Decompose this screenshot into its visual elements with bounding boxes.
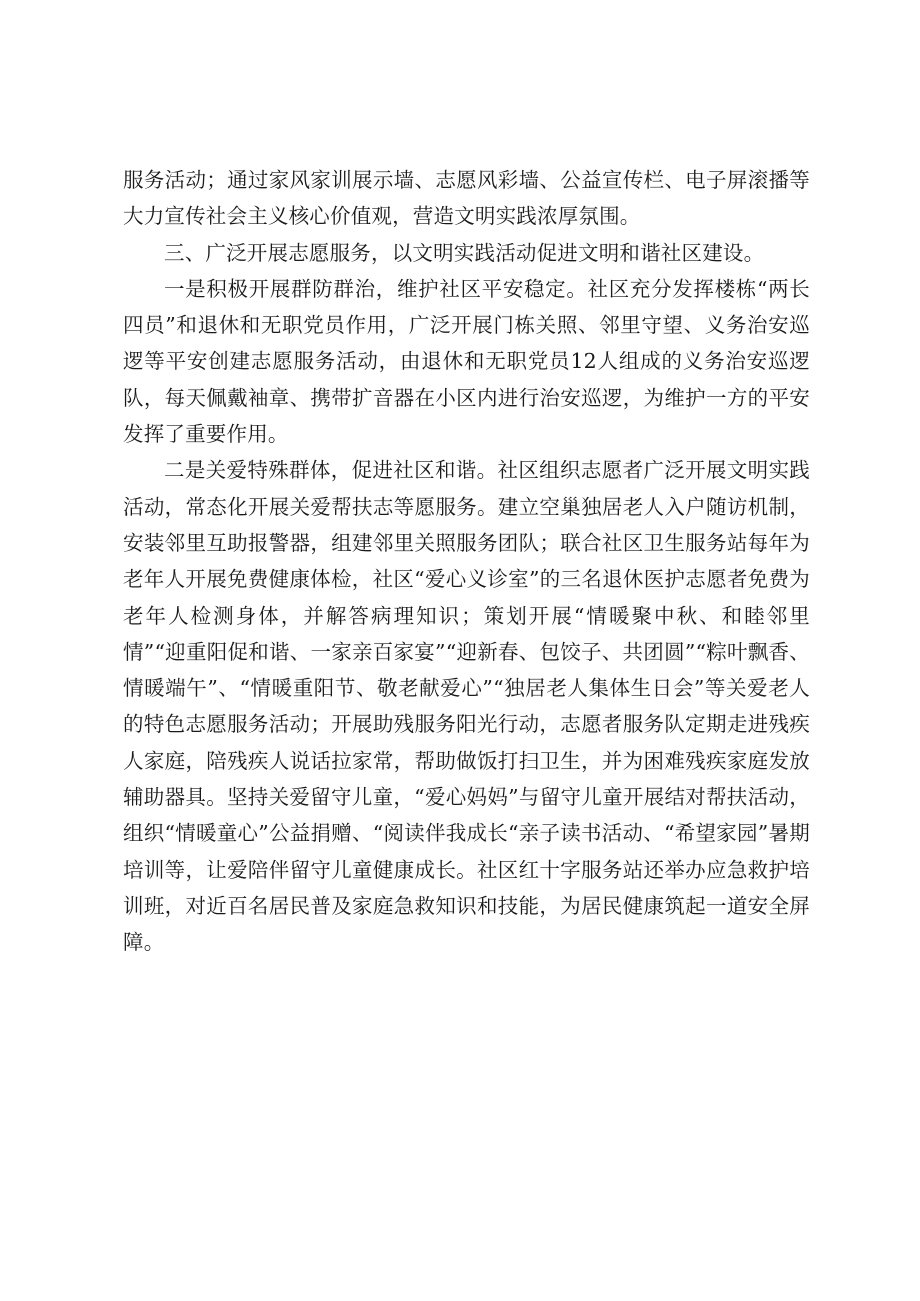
paragraph-public-safety: 一是积极开展群防群治，维护社区平安稳定。社区充分发挥楼栋“两长四员”和退休和无职党员作用，广泛开展门栋关照、邻里守望、义务治安巡逻等平安创建志愿服务活动，由退休和无职党员12人组成的义务治安巡逻队，每天佩戴袖章、携带扩音器在小区内进行治安巡逻，为维护一方的平安发挥了重要作用。 — [123, 276, 810, 447]
section-heading-three: 三、广泛开展志愿服务，以文明实践活动促进文明和谐社区建设。 — [164, 240, 765, 265]
paragraph-continued: 服务活动；通过家风家训展示墙、志愿风彩墙、公益宣传栏、电子屏滚播等大力宣传社会主义核心价值观，营造文明实践浓厚氛围。 — [123, 168, 810, 229]
paragraph-special-groups: 二是关爱特殊群体，促进社区和谐。社区组织志愿者广泛开展文明实践活动，常态化开展关爱帮扶志等愿服务。建立空巢独居老人入户随访机制，安装邻里互助报警器，组建邻里关照服务团队；联合社区卫生服务站每年为老年人开展免费健康体检，社区“爱心义诊室”的三名退休医护志愿者免费为老年人检测身体，并解答病理知识；策划开展“情暖聚中秋、和睦邻里情”“迎重阳促和谐、一家亲百家宴”“迎新春、包饺子、共团圆”“粽叶飘香、情暖端午”、“情暖重阳节、敬老献爱心”“独居老人集体生日会”等关爱老人的特色志愿服务活动；开展助残服务阳光行动，志愿者服务队定期走进残疾人家庭，陪残疾人说话拉家常，帮助做饭打扫卫生，并为困难残疾家庭发放辅助器具。坚持关爱留守儿童，“爱心妈妈”与留守儿童开展结对帮扶活动，组织“情暖童心”公益捐赠、“阅读伴我成长“亲子读书活动、“希望家园”暑期培训等，让爱陪伴留守儿童健康成长。社区红十字服务站还举办应急救护培训班，对近百名居民普及家庭急救知识和技能，为居民健康筑起一道安全屏障。 — [123, 458, 810, 955]
document-body — [123, 162, 810, 961]
